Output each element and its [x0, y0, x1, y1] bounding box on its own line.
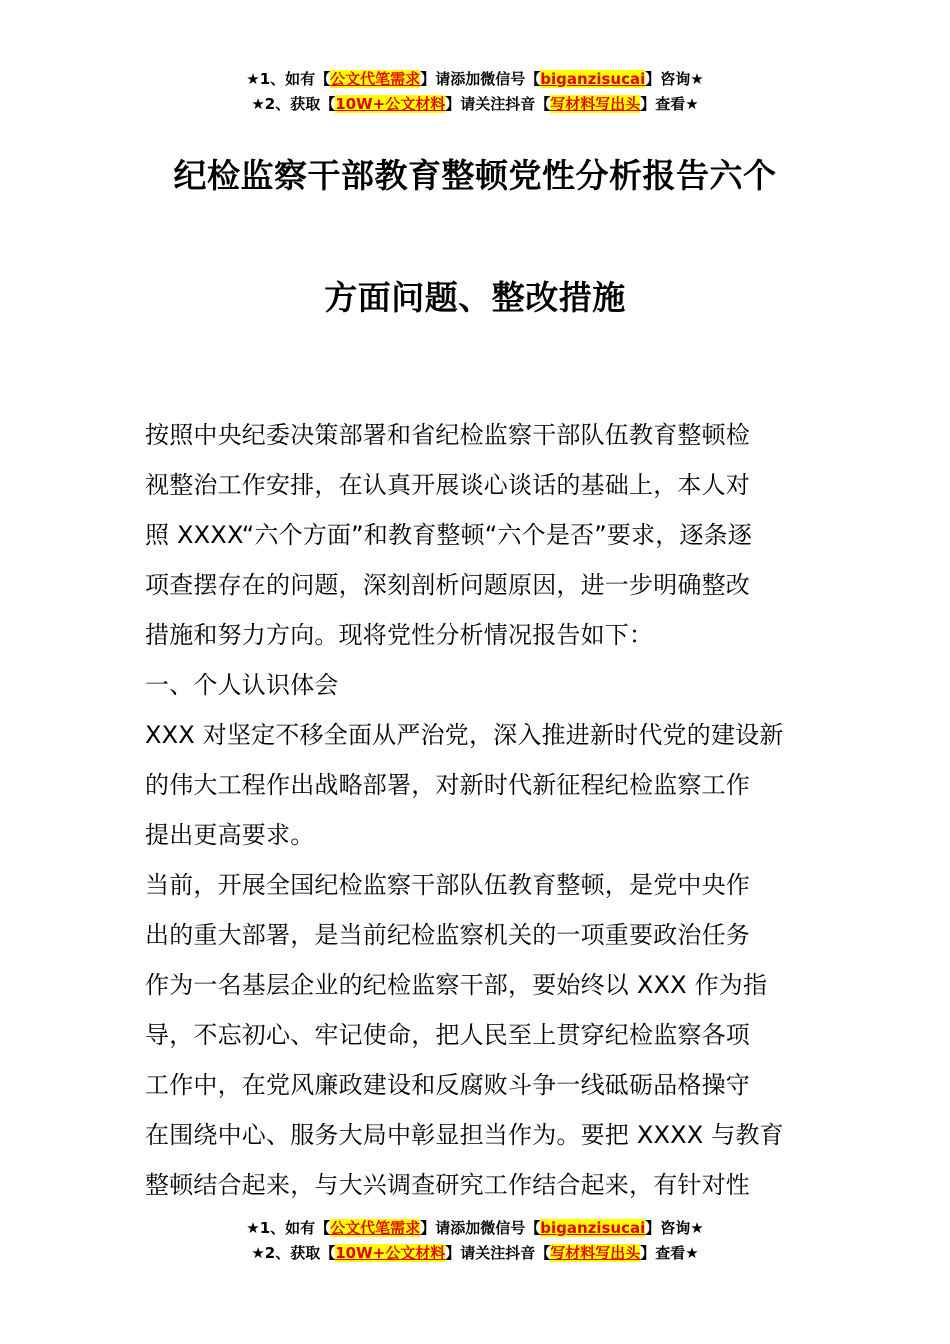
body-line: 照 XXXX“六个方面”和教育整顿“六个是否”要求，逐条逐 [145, 521, 753, 549]
body-line: XXX 对坚定不移全面从严治党，深入推进新时代党的建设新 [145, 721, 784, 749]
banner-highlight: 公文代笔需求 [330, 1219, 421, 1237]
header-banner [0, 67, 950, 117]
body-line: 整顿结合起来，与大兴调查研究工作结合起来，有针对性 [145, 1171, 750, 1199]
banner-line-2 [0, 1241, 950, 1266]
banner-text: 】咨询★ [645, 70, 704, 88]
document-title-line-1: 纪检监察干部教育整顿党性分析报告六个 [173, 156, 777, 195]
banner-text: 】咨询★ [645, 1219, 704, 1237]
banner-line-1 [0, 1216, 950, 1241]
footer-banner [0, 1216, 950, 1266]
banner-text: 】查看★ [640, 95, 699, 113]
body-line: 工作中，在党风廉政建设和反腐败斗争一线砥砺品格操守 [145, 1071, 750, 1099]
body-line: 的伟大工程作出战略部署，对新时代新征程纪检监察工作 [145, 771, 750, 799]
banner-highlight: 公文代笔需求 [330, 70, 421, 88]
banner-text: 】请关注抖音【 [445, 1244, 551, 1262]
banner-text: 】请关注抖音【 [445, 95, 551, 113]
banner-line-1 [0, 67, 950, 92]
banner-highlight: 写材料写出头 [550, 95, 641, 113]
body-line: 提出更高要求。 [145, 821, 315, 849]
banner-text: 】请添加微信号【 [420, 1219, 541, 1237]
body-line: 导，不忘初心、牢记使命，把人民至上贯穿纪检监察各项 [145, 1021, 750, 1049]
body-line: 在围绕中心、服务大局中彰显担当作为。要把 XXXX 与教育 [145, 1121, 784, 1149]
body-line: 按照中央纪委决策部署和省纪检监察干部队伍教育整顿检 [145, 421, 750, 449]
body-line: 作为一名基层企业的纪检监察干部，要始终以 XXX 作为指 [145, 971, 768, 999]
banner-text: ★2、获取【 [251, 1244, 336, 1262]
body-line: 视整治工作安排，在认真开展谈心谈话的基础上，本人对 [145, 471, 750, 499]
banner-highlight: biganzisucai [540, 70, 646, 88]
banner-text: ★1、如有【 [246, 70, 331, 88]
banner-text: ★1、如有【 [246, 1219, 331, 1237]
banner-line-2 [0, 92, 950, 117]
document-body [145, 410, 810, 1210]
banner-text: 】查看★ [640, 1244, 699, 1262]
banner-highlight: biganzisucai [540, 1219, 646, 1237]
banner-highlight: 10W+公文材料 [335, 95, 446, 113]
body-line: 项查摆存在的问题，深刻剖析问题原因，进一步明确整改 [145, 571, 750, 599]
banner-text: ★2、获取【 [251, 95, 336, 113]
banner-text: 】请添加微信号【 [420, 70, 541, 88]
document-title-line-2: 方面问题、整改措施 [324, 278, 626, 317]
body-line: 措施和努力方向。现将党性分析情况报告如下： [145, 621, 654, 649]
banner-highlight: 10W+公文材料 [335, 1244, 446, 1262]
body-line: 出的重大部署，是当前纪检监察机关的一项重要政治任务 [145, 921, 750, 949]
banner-highlight: 写材料写出头 [550, 1244, 641, 1262]
section-heading: 一、个人认识体会 [145, 671, 339, 699]
body-line: 当前，开展全国纪检监察干部队伍教育整顿，是党中央作 [145, 871, 750, 899]
